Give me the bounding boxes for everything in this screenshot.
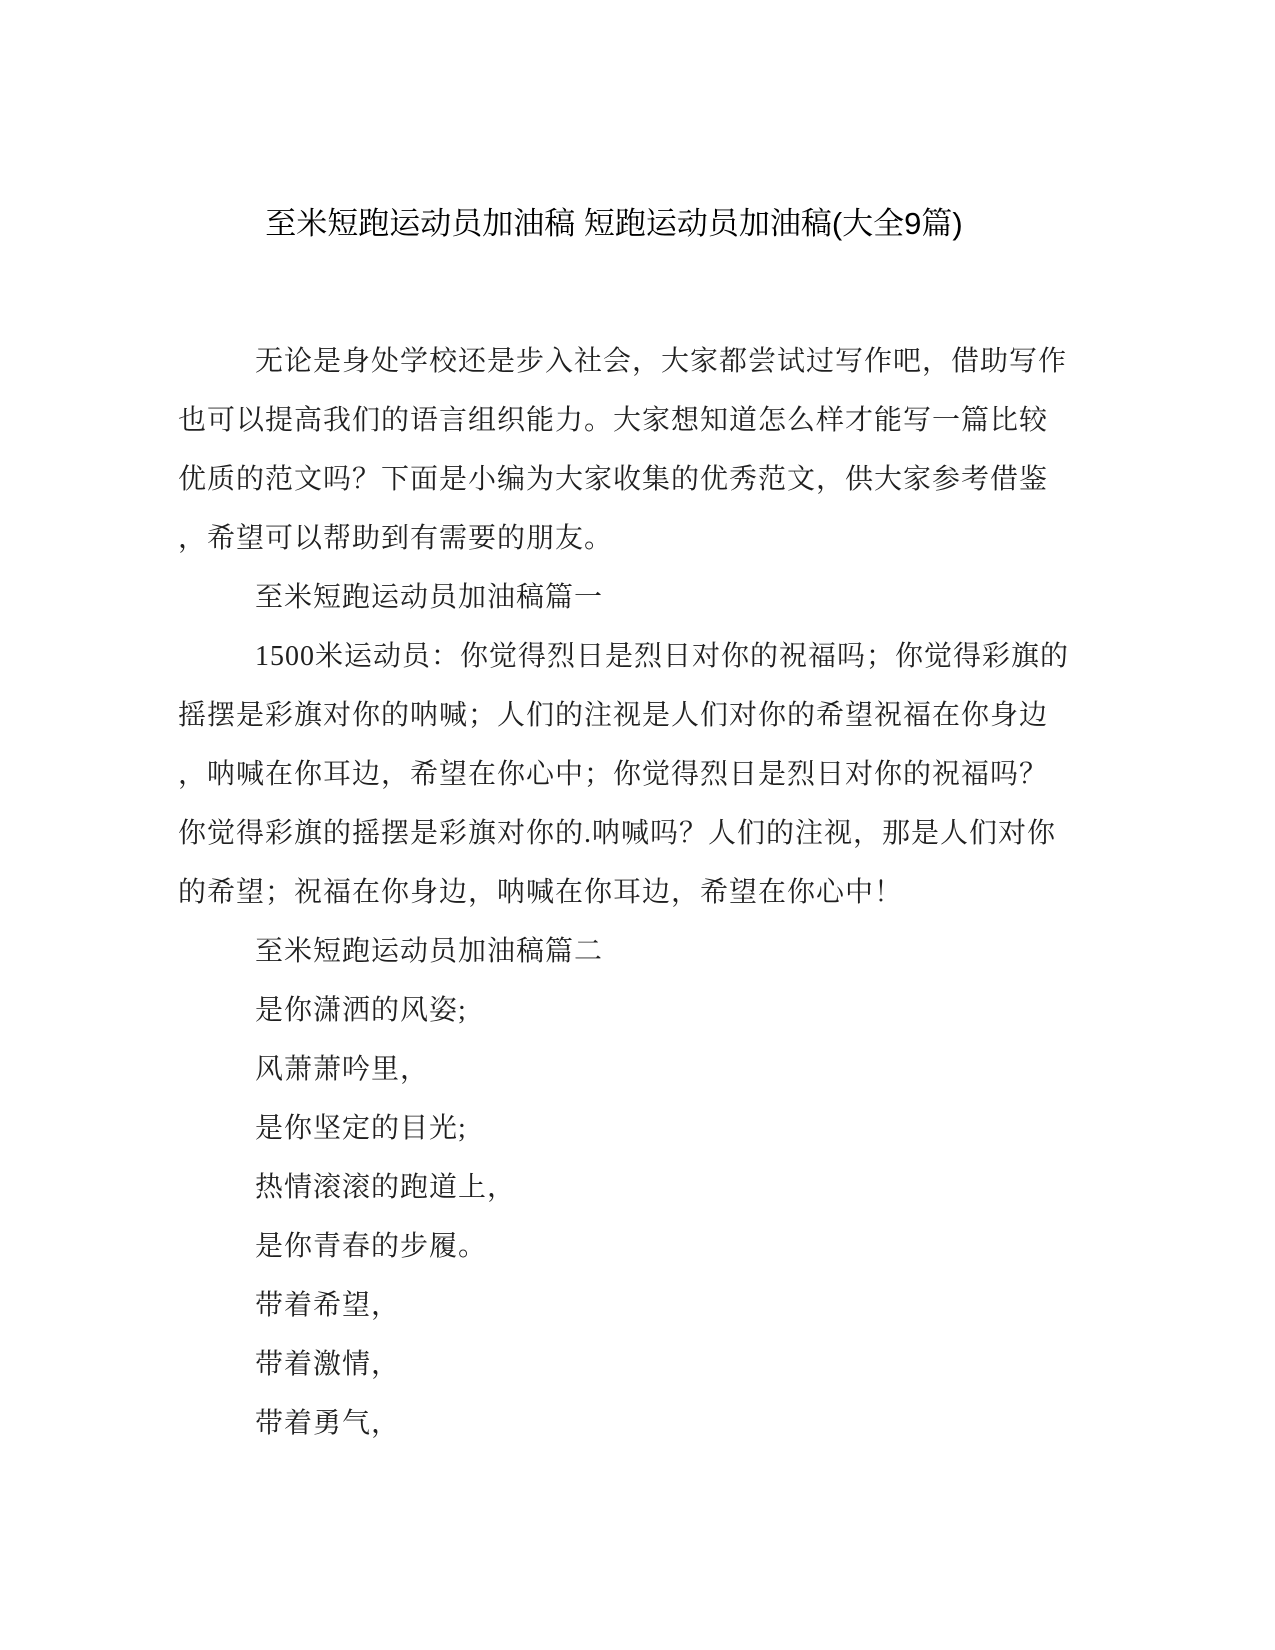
document-title: 至米短跑运动员加油稿 短跑运动员加油稿(大全9篇) (265, 206, 963, 241)
text-line: 带着勇气， (255, 1408, 401, 1439)
text-line: 摇摆是彩旗对你的呐喊；人们的注视是人们对你的希望祝福在你身边 (178, 700, 1049, 731)
text-line: 风萧萧吟里， (255, 1054, 430, 1085)
text-line: 至米短跑运动员加油稿篇二 (255, 936, 604, 967)
text-line: 的希望；祝福在你身边，呐喊在你耳边，希望在你心中！ (178, 877, 904, 908)
text-line: 无论是身处学校还是步入社会，大家都尝试过写作吧，借助写作 (255, 346, 1068, 377)
text-line: 带着激情， (255, 1349, 401, 1380)
text-line: 热情滚滚的跑道上， (255, 1172, 517, 1203)
text-line: ，呐喊在你耳边，希望在你心中；你觉得烈日是烈日对你的祝福吗？ (178, 759, 1049, 790)
text-line: 1500米运动员：你觉得烈日是烈日对你的祝福吗；你觉得彩旗的 (255, 641, 1070, 672)
text-line: 优质的范文吗？下面是小编为大家收集的优秀范文，供大家参考借鉴 (178, 464, 1049, 495)
text-line: 是你青春的步履。 (255, 1231, 488, 1262)
text-line: 是你潇洒的风姿; (255, 995, 467, 1026)
text-line: 至米短跑运动员加油稿篇一 (255, 582, 604, 613)
text-line: 你觉得彩旗的摇摆是彩旗对你的.呐喊吗？人们的注视，那是人们对你 (178, 818, 1057, 849)
document-body (178, 332, 1078, 1453)
text-line: 也可以提高我们的语言组织能力。大家想知道怎么样才能写一篇比较 (178, 405, 1049, 436)
text-line: ，希望可以帮助到有需要的朋友。 (178, 523, 614, 554)
text-line: 是你坚定的目光; (255, 1113, 467, 1144)
text-line: 带着希望， (255, 1290, 401, 1321)
